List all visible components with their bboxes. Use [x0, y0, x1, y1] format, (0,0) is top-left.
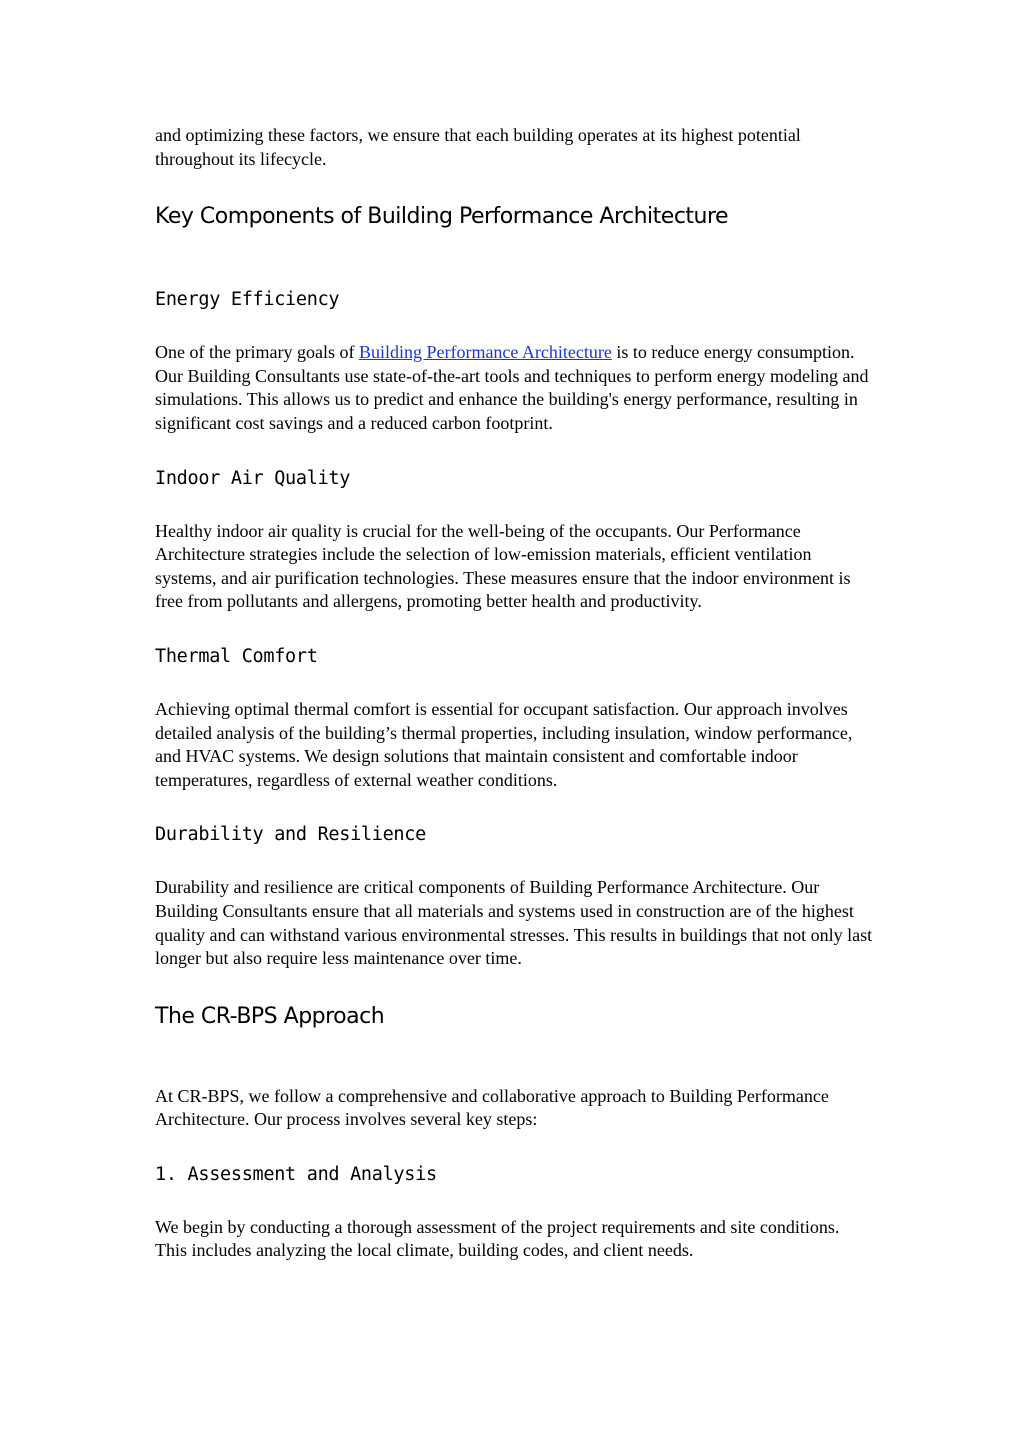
subheading-assessment-analysis: 1. Assessment and Analysis [155, 1163, 437, 1185]
intro-paragraph: and optimizing these factors, we ensure that each building operates at its highest potential throughout its lifecycle. [155, 125, 801, 169]
assessment-paragraph: We begin by conducting a thorough assessment of the project requirements and site conditions. This includes analyzing the local climate, building codes, and client needs. [155, 1216, 840, 1261]
durability-resilience-paragraph: Durability and resilience are critical components of Building Performance Architecture. Our Building Consultants ensure that all materials and systems used in construction are of the highest quality and can withstand various environmental stresses. This results in buildings that not only last longer but also require less maintenance over time. [155, 877, 873, 969]
subheading-thermal-comfort: Thermal Comfort [155, 645, 318, 667]
subheading-energy-efficiency: Energy Efficiency [155, 289, 340, 311]
document-page [155, 124, 875, 1263]
subheading-durability-resilience: Durability and Resilience [155, 824, 426, 846]
building-performance-architecture-link[interactable]: Building Performance Architecture [358, 342, 612, 363]
energy-efficiency-text-end: is to reduce energy consumption. Our Building Consultants use state-of-the-art tools and techniques to perform energy modeling and simulations. This allows us to predict and enhance the building's energy performance, resulting in significant cost savings and a reduced carbon footprint. [155, 342, 869, 433]
subheading-indoor-air-quality: Indoor Air Quality [155, 467, 351, 489]
indoor-air-quality-paragraph: Healthy indoor air quality is crucial for the well-being of the occupants. Our Performance Architecture strategies include the selection of low-emission materials, efficient ventilation systems, and air purification technologies. These measures ensure that the indoor environment is free from pollutants and allergens, promoting better health and productivity. [155, 520, 851, 612]
thermal-comfort-paragraph: Achieving optimal thermal comfort is essential for occupant satisfaction. Our approach involves detailed analysis of the building’s thermal properties, including insulation, window performance, and HVAC systems. We design solutions that maintain consistent and comfortable indoor temperatures, regardless of external weather conditions. [155, 698, 853, 790]
energy-efficiency-text-start: One of the primary goals of [155, 342, 359, 363]
section-heading-approach: The CR-BPS Approach [155, 1003, 385, 1029]
approach-paragraph: At CR-BPS, we follow a comprehensive and collaborative approach to Building Performance Architecture. Our process involves several key steps: [155, 1085, 829, 1130]
energy-efficiency-paragraph [155, 341, 875, 435]
section-heading-key-components: Key Components of Building Performance Architecture [155, 204, 729, 230]
